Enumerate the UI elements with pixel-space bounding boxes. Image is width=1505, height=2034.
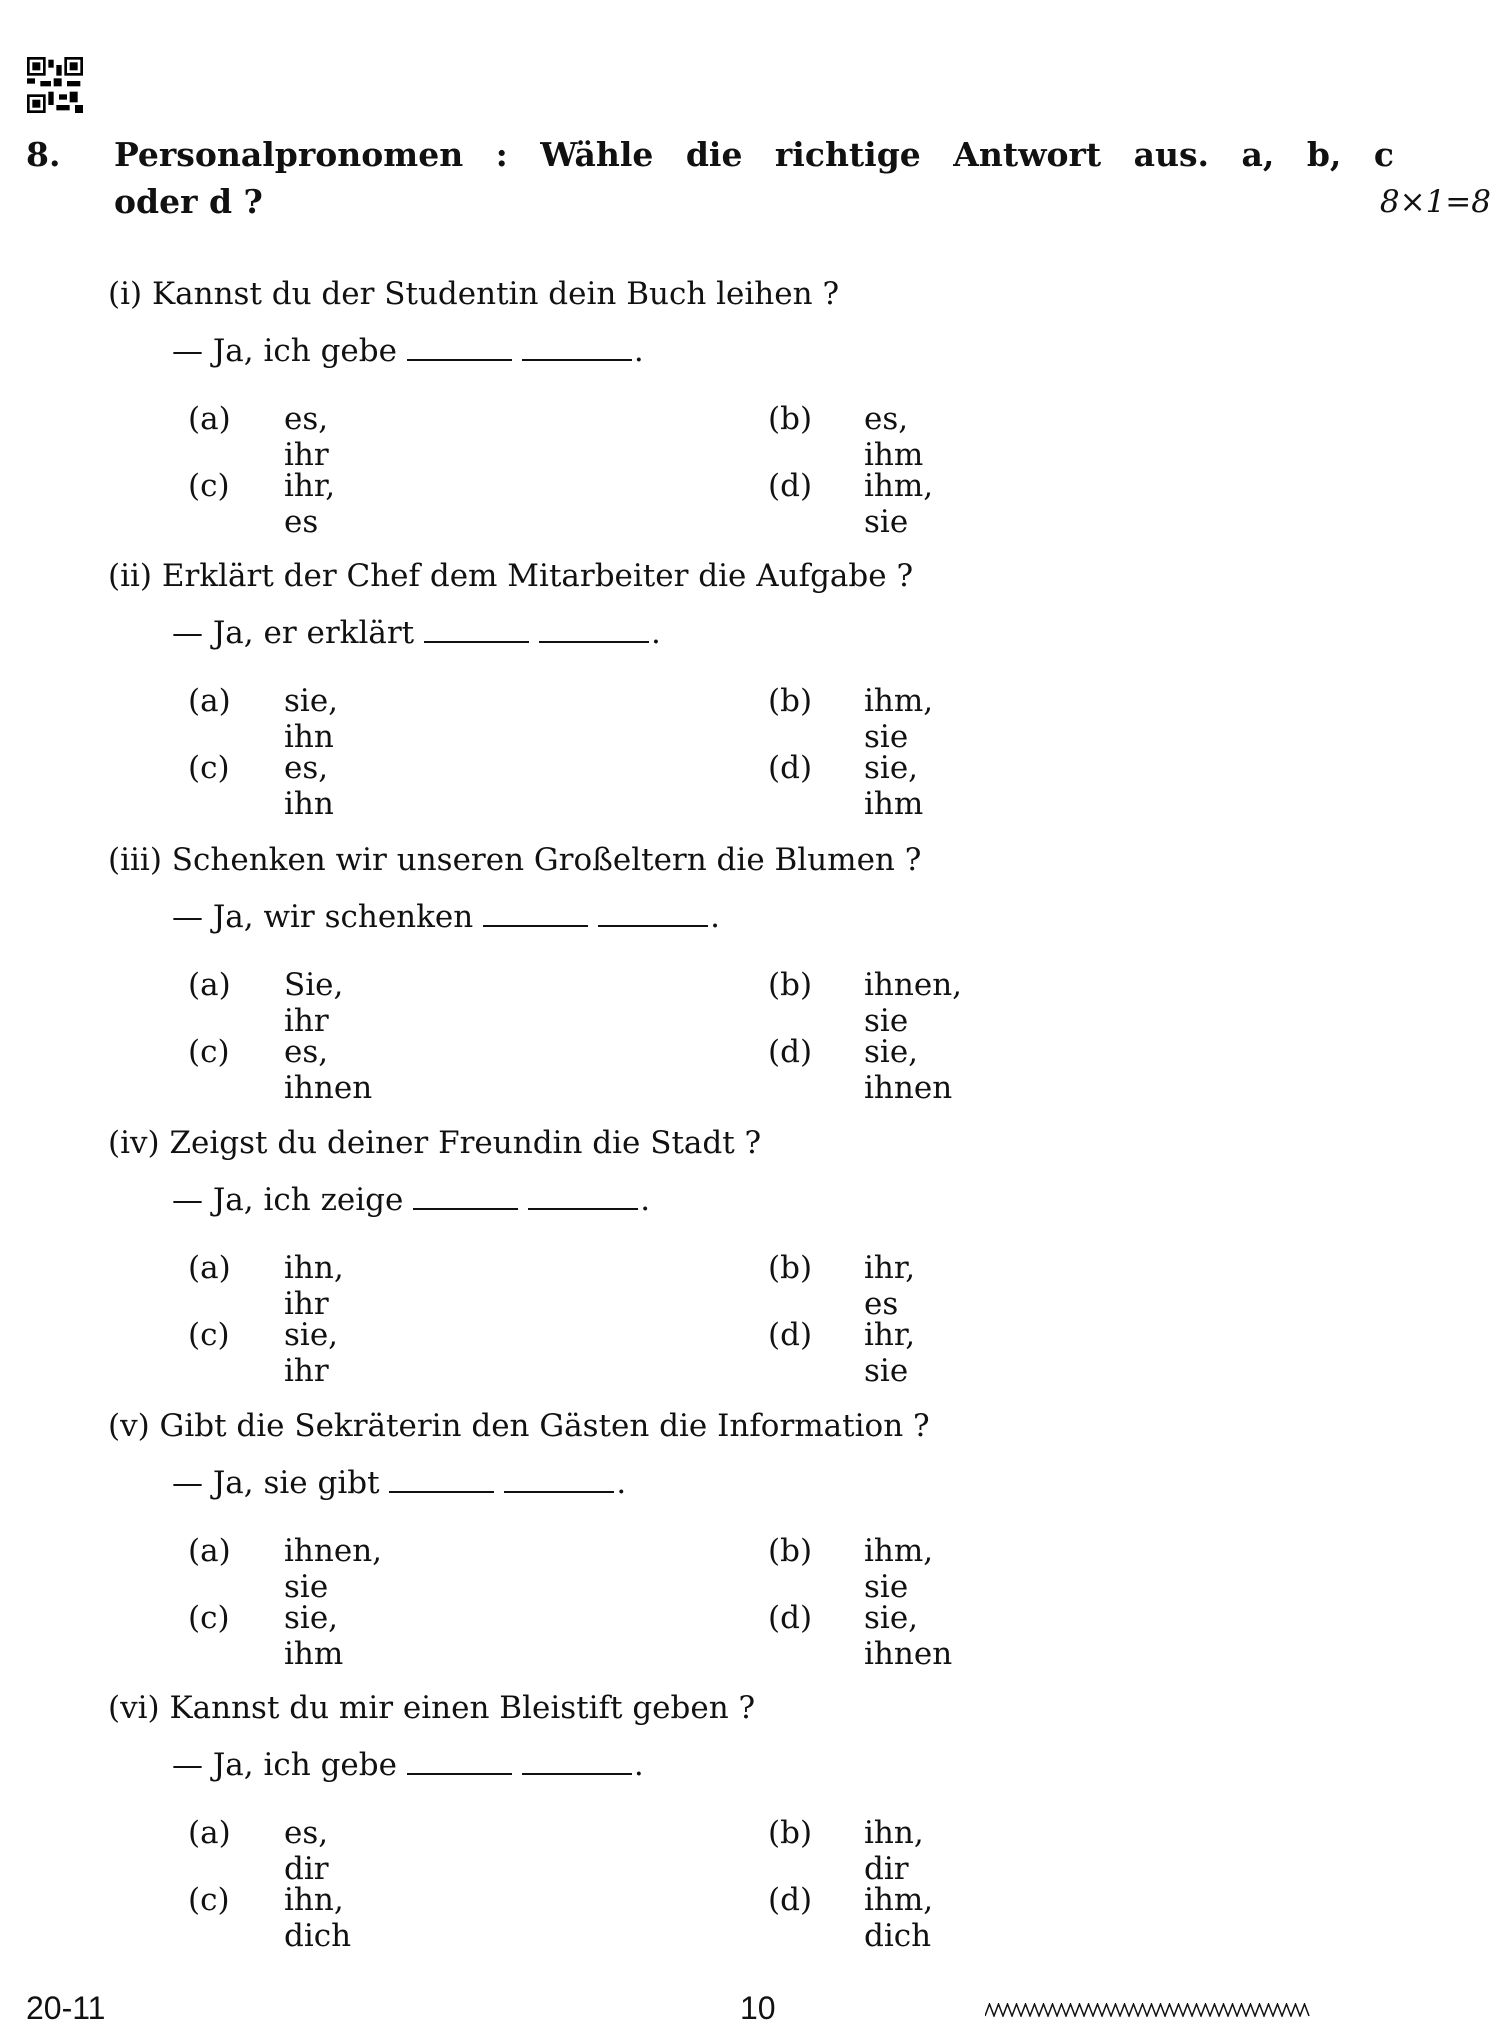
- title-word: Wähle: [540, 135, 654, 174]
- title-word: c: [1373, 135, 1394, 174]
- answer-prefix: — Ja, wir schenken: [172, 899, 474, 935]
- title-word: aus.: [1133, 135, 1210, 174]
- blank-2: [522, 1772, 632, 1775]
- answer-prefix: — Ja, er erklärt: [172, 615, 415, 651]
- answer-prefix: — Ja, ich gebe: [172, 1747, 397, 1783]
- option-text: es, ihnen: [284, 1034, 373, 1106]
- blank-1: [407, 1772, 512, 1775]
- answer-line: — Ja, ich gebe .: [172, 1747, 644, 1783]
- option-text: sie, ihm: [284, 1600, 344, 1672]
- option-label: (d): [768, 1034, 813, 1070]
- option-text: sie, ihnen: [864, 1034, 953, 1106]
- question-stem: (ii) Erklärt der Chef dem Mitarbeiter die Aufgabe ?: [108, 558, 914, 594]
- option-text: ihr, es: [284, 468, 336, 540]
- blank-1: [407, 358, 512, 361]
- blank-2: [539, 640, 649, 643]
- question-stem: (iii) Schenken wir unseren Großeltern die Blumen ?: [108, 842, 922, 878]
- question-stem: (v) Gibt die Sekräterin den Gästen die Information ?: [108, 1408, 930, 1444]
- question-item: [0, 1408, 1505, 1688]
- title-word: b,: [1306, 135, 1342, 174]
- question-number: 8.: [26, 135, 61, 174]
- answer-line: — Ja, ich zeige .: [172, 1182, 651, 1218]
- title-word: Antwort: [953, 135, 1102, 174]
- option-label: (a): [188, 683, 231, 719]
- option-label: (b): [768, 967, 813, 1003]
- question-item: [0, 558, 1505, 838]
- option-text: ihn, dir: [864, 1815, 924, 1887]
- option-label: (d): [768, 1600, 813, 1636]
- option-label: (a): [188, 1815, 231, 1851]
- question-stem: (i) Kannst du der Studentin dein Buch leihen ?: [108, 276, 840, 312]
- title-word: Personalpronomen: [114, 135, 464, 174]
- option-text: sie, ihr: [284, 1317, 339, 1389]
- blank-2: [528, 1207, 638, 1210]
- option-text: ihr, es: [864, 1250, 916, 1322]
- option-label: (b): [768, 1533, 813, 1569]
- title-word: :: [495, 135, 508, 174]
- answer-line: — Ja, sie gibt .: [172, 1465, 627, 1501]
- title-word: a,: [1241, 135, 1275, 174]
- answer-line: — Ja, ich gebe .: [172, 333, 644, 369]
- option-label: (b): [768, 683, 813, 719]
- blank-1: [389, 1490, 494, 1493]
- option-text: ihnen, sie: [864, 967, 963, 1039]
- option-label: (d): [768, 750, 813, 786]
- option-label: (c): [188, 1317, 230, 1353]
- option-label: (c): [188, 1882, 230, 1918]
- option-label: (b): [768, 401, 813, 437]
- question-title: [114, 135, 1394, 174]
- option-text: es, ihn: [284, 750, 334, 822]
- answer-prefix: — Ja, ich zeige: [172, 1182, 404, 1218]
- option-text: ihm, sie: [864, 468, 934, 540]
- option-label: (c): [188, 750, 230, 786]
- option-label: (a): [188, 1533, 231, 1569]
- option-label: (a): [188, 1250, 231, 1286]
- option-label: (b): [768, 1815, 813, 1851]
- blank-2: [598, 924, 708, 927]
- answer-line: — Ja, er erklärt .: [172, 615, 661, 651]
- question-stem: (vi) Kannst du mir einen Bleistift geben ?: [108, 1690, 756, 1726]
- title-word: die: [685, 135, 743, 174]
- option-text: ihm, sie: [864, 683, 934, 755]
- blank-2: [504, 1490, 614, 1493]
- option-text: Sie, ihr: [284, 967, 344, 1039]
- qr-code-icon: [26, 57, 84, 113]
- blank-1: [424, 640, 529, 643]
- question-item: [0, 842, 1505, 1122]
- blank-2: [522, 358, 632, 361]
- question-item: [0, 1125, 1505, 1405]
- option-label: (c): [188, 1034, 230, 1070]
- option-label: (b): [768, 1250, 813, 1286]
- option-text: es, ihm: [864, 401, 924, 473]
- option-label: (c): [188, 468, 230, 504]
- blank-1: [483, 924, 588, 927]
- option-label: (a): [188, 401, 231, 437]
- footer-page-number: 10: [740, 1990, 776, 2026]
- marks: 8×1=8: [1379, 184, 1491, 220]
- title-word: richtige: [774, 135, 921, 174]
- option-text: es, dir: [284, 1815, 329, 1887]
- option-text: ihn, dich: [284, 1882, 352, 1954]
- question-item: [0, 1690, 1505, 1970]
- blank-1: [413, 1207, 518, 1210]
- footer-code: 20-11: [26, 1990, 106, 2026]
- option-text: ihm, sie: [864, 1533, 934, 1605]
- option-label: (d): [768, 1317, 813, 1353]
- option-label: (c): [188, 1600, 230, 1636]
- option-text: sie, ihn: [284, 683, 339, 755]
- option-text: ihr, sie: [864, 1317, 916, 1389]
- option-text: sie, ihnen: [864, 1600, 953, 1672]
- option-text: sie, ihm: [864, 750, 924, 822]
- option-text: ihn, ihr: [284, 1250, 344, 1322]
- question-stem: (iv) Zeigst du deiner Freundin die Stadt ?: [108, 1125, 762, 1161]
- decorative-wave-line: [985, 2003, 1310, 2017]
- question-title-line2: oder d ?: [114, 182, 263, 221]
- option-text: ihm, dich: [864, 1882, 934, 1954]
- option-label: (a): [188, 967, 231, 1003]
- answer-prefix: — Ja, sie gibt: [172, 1465, 380, 1501]
- answer-prefix: — Ja, ich gebe: [172, 333, 397, 369]
- option-text: es, ihr: [284, 401, 329, 473]
- question-item: [0, 276, 1505, 556]
- answer-line: — Ja, wir schenken .: [172, 899, 720, 935]
- option-label: (d): [768, 1882, 813, 1918]
- option-text: ihnen, sie: [284, 1533, 383, 1605]
- option-label: (d): [768, 468, 813, 504]
